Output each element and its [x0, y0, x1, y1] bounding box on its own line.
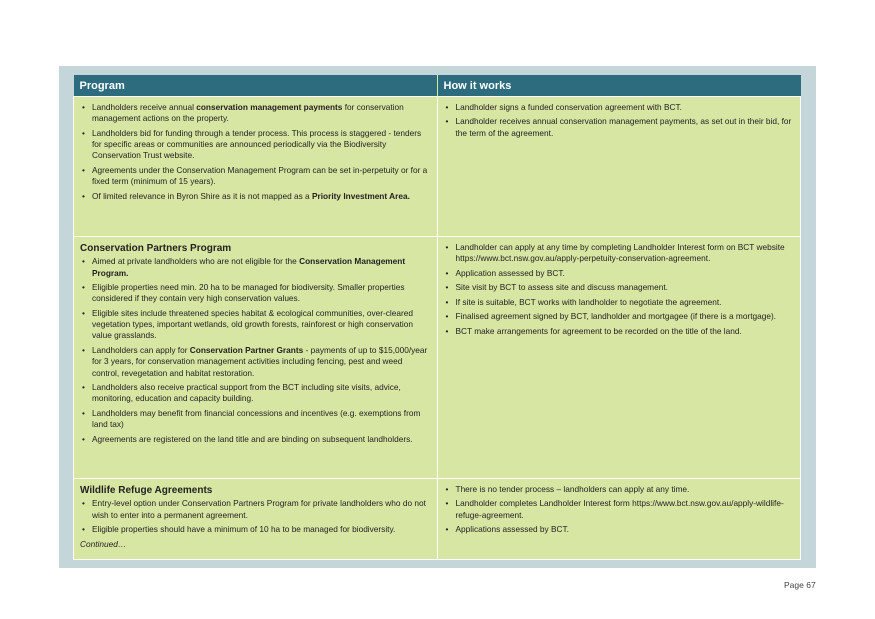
item-bold-text: conservation management payments	[196, 102, 343, 112]
program-list	[80, 256, 431, 445]
how-it-works-cell	[437, 237, 801, 479]
item-text: Landholders receive annual	[92, 102, 197, 112]
item-text: Eligible properties should have a minimum of 10 ha to be managed for biodiversity.	[92, 524, 396, 535]
section-title: Wildlife Refuge Agreements	[80, 485, 213, 496]
table-header-row	[74, 75, 801, 97]
program-cell	[74, 237, 438, 479]
list-item	[80, 498, 431, 521]
item-bold-text: Conservation Partner Grants	[189, 344, 304, 355]
list-item: • Landholder receives annual conservation management payments, as set out in their bid, for the term of the agreement.	[444, 116, 795, 139]
program-list	[80, 102, 431, 202]
list-item	[80, 408, 431, 431]
item-text: for conservation management actions on the property.	[92, 102, 404, 124]
table-frame	[59, 66, 816, 568]
table-row	[74, 479, 801, 560]
page-number: Page 67	[784, 580, 816, 590]
list-item: • Applications assessed by BCT.	[444, 524, 795, 535]
list-item: • Application assessed by BCT.	[444, 268, 795, 279]
item-text: Landholders may benefit from financial concessions and incentives (e.g. exemptions from land tax)	[92, 407, 421, 430]
header-program: Program	[74, 75, 438, 97]
how-it-works-cell	[437, 479, 801, 560]
how-list	[444, 484, 795, 536]
program-cell	[74, 479, 438, 560]
item-text: Of limited relevance in Byron Shire as it is not mapped as a	[92, 190, 312, 201]
how-list	[444, 102, 795, 139]
header-how-it-works: How it works	[437, 75, 801, 97]
list-item	[80, 165, 431, 188]
how-it-works-cell	[437, 97, 801, 237]
table-row	[74, 237, 801, 479]
list-item	[80, 345, 431, 379]
list-item	[80, 382, 431, 405]
item-text: Aimed at private landholders who are not eligible for the	[92, 256, 300, 267]
item-text: Eligible sites include threatened species habitat & ecological communities, over-cleared vegetation types, important wetlands, old growth forests, rainforest or high conservation value grasslands.	[92, 307, 413, 341]
list-item	[80, 308, 431, 342]
continued-note: Continued…	[80, 538, 127, 549]
list-item	[80, 524, 431, 535]
item-text: Entry-level option under Conservation Partners Program for private landholders who do not wish to enter into a permanent agreement.	[92, 498, 426, 520]
list-item	[80, 191, 431, 202]
section-title: Conservation Partners Program	[80, 243, 232, 254]
item-text: Eligible properties need min. 20 ha to be managed for biodiversity. Smaller properties considered if they contain very high conservation values.	[92, 282, 405, 304]
list-item: • Landholder completes Landholder Interest form https://www.bct.nsw.gov.au/apply-wildlife-refuge-agreement.	[444, 498, 795, 521]
programs-table	[73, 75, 801, 560]
list-item	[80, 434, 431, 445]
item-text: Landholders also receive practical support from the BCT including site visits, advice, monitoring, education and capacity building.	[92, 382, 401, 404]
list-item	[80, 282, 431, 305]
program-cell	[74, 97, 438, 237]
list-item: • If site is suitable, BCT works with landholder to negotiate the agreement.	[444, 297, 795, 308]
list-item: • Landholder can apply at any time by completing Landholder Interest form on BCT website https://www.bct.nsw.gov.au/apply-perpetuity-conservation-agreement.	[444, 242, 795, 265]
item-bold-text: Conservation Management Program.	[92, 256, 406, 278]
table-row	[74, 97, 801, 237]
list-item	[80, 128, 431, 162]
program-list	[80, 498, 431, 535]
item-text: Agreements under the Conservation Management Program can be set in-perpetuity or for a fixed term (minimum of 15 years).	[92, 164, 428, 187]
list-item	[80, 102, 431, 125]
list-item: • Finalised agreement signed by BCT, landholder and mortgagee (if there is a mortgage).	[444, 311, 795, 322]
item-text: - payments of up to $15,000/year for 3 years, for conservation management activities including fencing, pest and weed control, revegetation and habitat restoration.	[92, 344, 428, 378]
list-item: • Site visit by BCT to assess site and discuss management.	[444, 282, 795, 293]
item-text: Landholders can apply for	[92, 344, 190, 355]
list-item	[80, 256, 431, 279]
list-item: • There is no tender process – landholders can apply at any time.	[444, 484, 795, 495]
how-list	[444, 242, 795, 337]
item-text: Agreements are registered on the land title and are binding on subsequent landholders.	[92, 433, 413, 444]
item-text: Landholders bid for funding through a tender process. This process is staggered - tenders for specific areas or communities are announced periodically via the Biodiversity Conservation Trust website.	[92, 127, 422, 161]
list-item: • Landholder signs a funded conservation agreement with BCT.	[444, 102, 795, 113]
list-item: • BCT make arrangements for agreement to be recorded on the title of the land.	[444, 326, 795, 337]
item-bold-text: Priority Investment Area.	[311, 190, 410, 201]
